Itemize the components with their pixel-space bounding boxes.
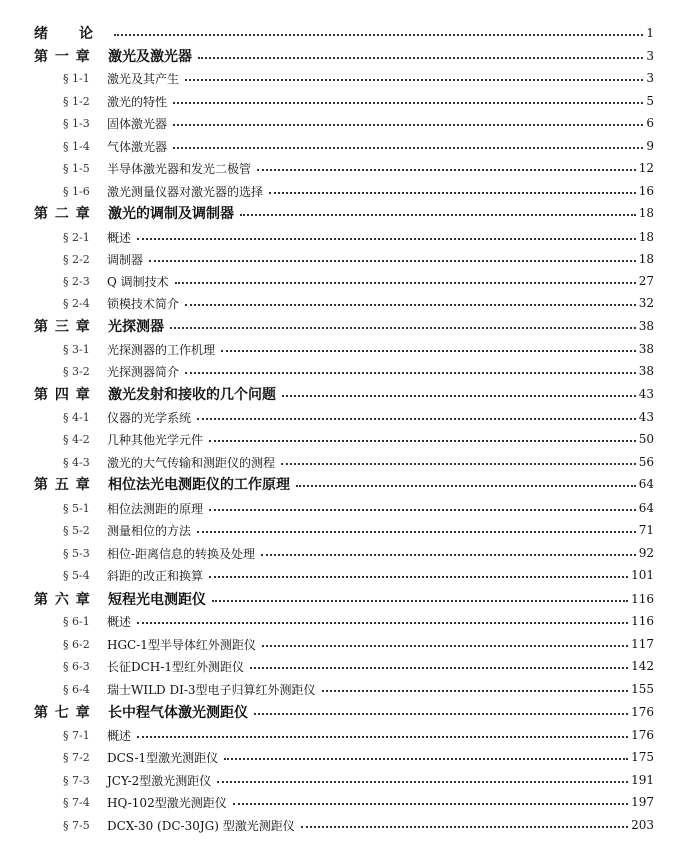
page-number: 5 bbox=[646, 94, 654, 108]
section-title: 气体激光器 bbox=[107, 139, 168, 154]
page-number: 64 bbox=[638, 477, 654, 491]
section-title: 光探测器的工作机理 bbox=[107, 342, 216, 357]
page-number: 43 bbox=[638, 410, 654, 424]
dot-leader bbox=[281, 463, 636, 465]
toc-section-row bbox=[0, 292, 674, 314]
chapter-number: 第 一 章 bbox=[34, 49, 91, 65]
section-title: 锁模技术简介 bbox=[107, 296, 180, 311]
section-title: 概述 bbox=[107, 614, 132, 629]
dot-leader bbox=[137, 238, 636, 240]
toc-section-row bbox=[0, 67, 674, 89]
page-number: 18 bbox=[638, 206, 654, 220]
dot-leader bbox=[185, 79, 643, 81]
toc-section-row bbox=[0, 135, 674, 157]
section-title: Q 调制技术 bbox=[107, 274, 169, 289]
section-number: § 5-3 bbox=[63, 546, 90, 560]
page-number: 38 bbox=[638, 364, 654, 378]
dot-leader bbox=[149, 260, 636, 262]
dot-leader bbox=[137, 736, 628, 738]
section-title: 相位-距离信息的转换及处理 bbox=[107, 546, 256, 561]
page-number: 1 bbox=[646, 26, 654, 40]
section-title: 调制器 bbox=[107, 252, 144, 267]
toc-section-row bbox=[0, 270, 674, 292]
section-title: 长征DCH-1型红外测距仪 bbox=[107, 659, 244, 674]
section-title: 几种其他光学元件 bbox=[107, 432, 204, 447]
section-title: 斜距的改正和换算 bbox=[107, 568, 204, 583]
section-number: § 6-3 bbox=[63, 659, 90, 673]
toc-chapter-row bbox=[0, 315, 674, 337]
page-number: 175 bbox=[631, 750, 654, 764]
toc-section-row bbox=[0, 406, 674, 428]
chapter-number: 第 四 章 bbox=[34, 387, 91, 403]
section-number: § 4-2 bbox=[63, 432, 90, 446]
dot-leader bbox=[137, 622, 628, 624]
toc-section-row bbox=[0, 497, 674, 519]
chapter-title: 激光发射和接收的几个问题 bbox=[108, 387, 276, 403]
toc-section-row bbox=[0, 360, 674, 382]
chapter-number: 第 七 章 bbox=[34, 705, 91, 721]
section-title: 概述 bbox=[107, 728, 132, 743]
page-number: 56 bbox=[638, 455, 654, 469]
section-title: 相位法测距的原理 bbox=[107, 501, 204, 516]
page-number: 9 bbox=[646, 139, 654, 153]
page-number: 3 bbox=[646, 71, 654, 85]
dot-leader bbox=[175, 282, 636, 284]
toc-section-row bbox=[0, 564, 674, 586]
dot-leader bbox=[209, 440, 636, 442]
section-number: § 2-3 bbox=[63, 274, 90, 288]
chapter-number: 第 六 章 bbox=[34, 592, 91, 608]
dot-leader bbox=[262, 645, 628, 647]
section-number: § 5-1 bbox=[63, 501, 90, 515]
section-title: 测量相位的方法 bbox=[107, 523, 192, 538]
toc-chapter-row bbox=[0, 202, 674, 224]
toc-section-row bbox=[0, 226, 674, 248]
page-number: 176 bbox=[631, 705, 654, 719]
section-title: 激光的特性 bbox=[107, 94, 168, 109]
page-number: 6 bbox=[646, 116, 654, 130]
section-number: § 4-3 bbox=[63, 455, 90, 469]
section-number: § 1-6 bbox=[63, 184, 90, 198]
dot-leader bbox=[254, 713, 628, 715]
section-number: § 1-4 bbox=[63, 139, 90, 153]
page-number: 191 bbox=[631, 773, 654, 787]
page-number: 142 bbox=[631, 659, 654, 673]
toc-section-row bbox=[0, 90, 674, 112]
toc-section-row bbox=[0, 655, 674, 677]
dot-leader bbox=[173, 124, 643, 126]
toc-section-row bbox=[0, 338, 674, 360]
dot-leader bbox=[261, 554, 636, 556]
section-title: HGC-1型半导体红外测距仪 bbox=[107, 637, 256, 652]
page-number: 176 bbox=[631, 728, 654, 742]
toc-section-row bbox=[0, 428, 674, 450]
section-number: § 7-1 bbox=[63, 728, 90, 742]
dot-leader bbox=[114, 34, 643, 36]
section-number: § 7-3 bbox=[63, 773, 90, 787]
section-number: § 5-4 bbox=[63, 568, 90, 582]
page-number: 50 bbox=[638, 432, 654, 446]
toc-section-row bbox=[0, 791, 674, 813]
dot-leader bbox=[322, 690, 629, 692]
page-number: 64 bbox=[638, 501, 654, 515]
chapter-number: 第 三 章 bbox=[34, 319, 91, 335]
section-title: 概述 bbox=[107, 230, 132, 245]
page-number: 12 bbox=[638, 161, 654, 175]
page-number: 101 bbox=[631, 568, 654, 582]
dot-leader bbox=[233, 803, 628, 805]
dot-leader bbox=[209, 509, 636, 511]
section-title: 半导体激光器和发光二极管 bbox=[107, 161, 252, 176]
chapter-title: 光探测器 bbox=[108, 319, 164, 335]
toc-section-row bbox=[0, 633, 674, 655]
section-title: 激光及其产生 bbox=[107, 71, 180, 86]
chapter-title: 激光的调制及调制器 bbox=[108, 206, 234, 222]
chapter-title: 长中程气体激光测距仪 bbox=[108, 705, 248, 721]
section-number: § 3-2 bbox=[63, 364, 90, 378]
dot-leader bbox=[296, 485, 636, 487]
section-title: 激光的大气传输和测距仪的测程 bbox=[107, 455, 276, 470]
dot-leader bbox=[170, 327, 636, 329]
page-number: 18 bbox=[638, 252, 654, 266]
dot-leader bbox=[212, 600, 628, 602]
dot-leader bbox=[198, 57, 643, 59]
section-title: 固体激光器 bbox=[107, 116, 168, 131]
page-number: 18 bbox=[638, 230, 654, 244]
toc-section-row bbox=[0, 180, 674, 202]
section-number: § 2-1 bbox=[63, 230, 90, 244]
page-number: 117 bbox=[631, 637, 654, 651]
section-number: § 1-5 bbox=[63, 161, 90, 175]
toc-chapter-row bbox=[0, 588, 674, 610]
dot-leader bbox=[217, 781, 628, 783]
section-number: § 3-1 bbox=[63, 342, 90, 356]
toc-section-row bbox=[0, 542, 674, 564]
page-number: 116 bbox=[631, 592, 654, 606]
dot-leader bbox=[209, 576, 628, 578]
toc-section-row bbox=[0, 610, 674, 632]
section-title: 瑞士WILD DI-3型电子归算红外测距仪 bbox=[107, 682, 316, 697]
page-number: 27 bbox=[638, 274, 654, 288]
toc-section-row bbox=[0, 814, 674, 836]
section-number: § 6-2 bbox=[63, 637, 90, 651]
dot-leader bbox=[173, 102, 643, 104]
toc-section-row bbox=[0, 678, 674, 700]
chapter-number: 第 二 章 bbox=[34, 206, 91, 222]
page-number: 92 bbox=[638, 546, 654, 560]
dot-leader bbox=[197, 531, 636, 533]
dot-leader bbox=[185, 304, 636, 306]
toc-chapter-row bbox=[0, 45, 674, 67]
toc-section-row bbox=[0, 112, 674, 134]
section-number: § 7-2 bbox=[63, 750, 90, 764]
chapter-number: 绪 论 bbox=[34, 26, 94, 42]
toc-chapter-row bbox=[0, 383, 674, 405]
page-number: 3 bbox=[646, 49, 654, 63]
dot-leader bbox=[197, 418, 636, 420]
section-title: 光探测器简介 bbox=[107, 364, 180, 379]
chapter-title: 激光及激光器 bbox=[108, 49, 192, 65]
section-title: DCS-1型激光测距仪 bbox=[107, 750, 219, 765]
dot-leader bbox=[257, 169, 636, 171]
dot-leader bbox=[173, 147, 643, 149]
section-title: 激光测量仪器对激光器的选择 bbox=[107, 184, 264, 199]
page-number: 32 bbox=[638, 296, 654, 310]
toc-chapter-row bbox=[0, 473, 674, 495]
section-number: § 4-1 bbox=[63, 410, 90, 424]
dot-leader bbox=[221, 350, 636, 352]
page-number: 116 bbox=[631, 614, 654, 628]
page-number: 16 bbox=[638, 184, 654, 198]
section-number: § 6-1 bbox=[63, 614, 90, 628]
toc-section-row bbox=[0, 451, 674, 473]
toc-section-row bbox=[0, 248, 674, 270]
section-number: § 7-4 bbox=[63, 795, 90, 809]
page-number: 203 bbox=[631, 818, 654, 832]
dot-leader bbox=[224, 758, 628, 760]
chapter-title: 短程光电测距仪 bbox=[108, 592, 206, 608]
section-number: § 5-2 bbox=[63, 523, 90, 537]
section-title: HQ-102型激光测距仪 bbox=[107, 795, 227, 810]
dot-leader bbox=[185, 372, 636, 374]
section-number: § 2-2 bbox=[63, 252, 90, 266]
section-number: § 6-4 bbox=[63, 682, 90, 696]
section-number: § 1-3 bbox=[63, 116, 90, 130]
section-title: DCX-30 (DC-30JG) 型激光测距仪 bbox=[107, 818, 295, 833]
chapter-number: 第 五 章 bbox=[34, 477, 91, 493]
dot-leader bbox=[301, 826, 628, 828]
dot-leader bbox=[240, 214, 636, 216]
section-title: 仪器的光学系统 bbox=[107, 410, 192, 425]
section-number: § 2-4 bbox=[63, 296, 90, 310]
toc-section-row bbox=[0, 724, 674, 746]
section-title: JCY-2型激光测距仪 bbox=[107, 773, 212, 788]
page-number: 71 bbox=[638, 523, 654, 537]
section-number: § 7-5 bbox=[63, 818, 90, 832]
page-number: 38 bbox=[638, 319, 654, 333]
dot-leader bbox=[269, 192, 636, 194]
section-number: § 1-1 bbox=[63, 71, 90, 85]
section-number: § 1-2 bbox=[63, 94, 90, 108]
chapter-title: 相位法光电测距仪的工作原理 bbox=[108, 477, 290, 493]
toc-section-row bbox=[0, 519, 674, 541]
dot-leader bbox=[250, 667, 628, 669]
dot-leader bbox=[282, 395, 636, 397]
toc-section-row bbox=[0, 769, 674, 791]
toc-chapter-row bbox=[0, 22, 674, 44]
toc-section-row bbox=[0, 746, 674, 768]
page-number: 43 bbox=[638, 387, 654, 401]
toc-chapter-row bbox=[0, 701, 674, 723]
page-number: 38 bbox=[638, 342, 654, 356]
page-number: 155 bbox=[631, 682, 654, 696]
page-number: 197 bbox=[631, 795, 654, 809]
toc-section-row bbox=[0, 157, 674, 179]
